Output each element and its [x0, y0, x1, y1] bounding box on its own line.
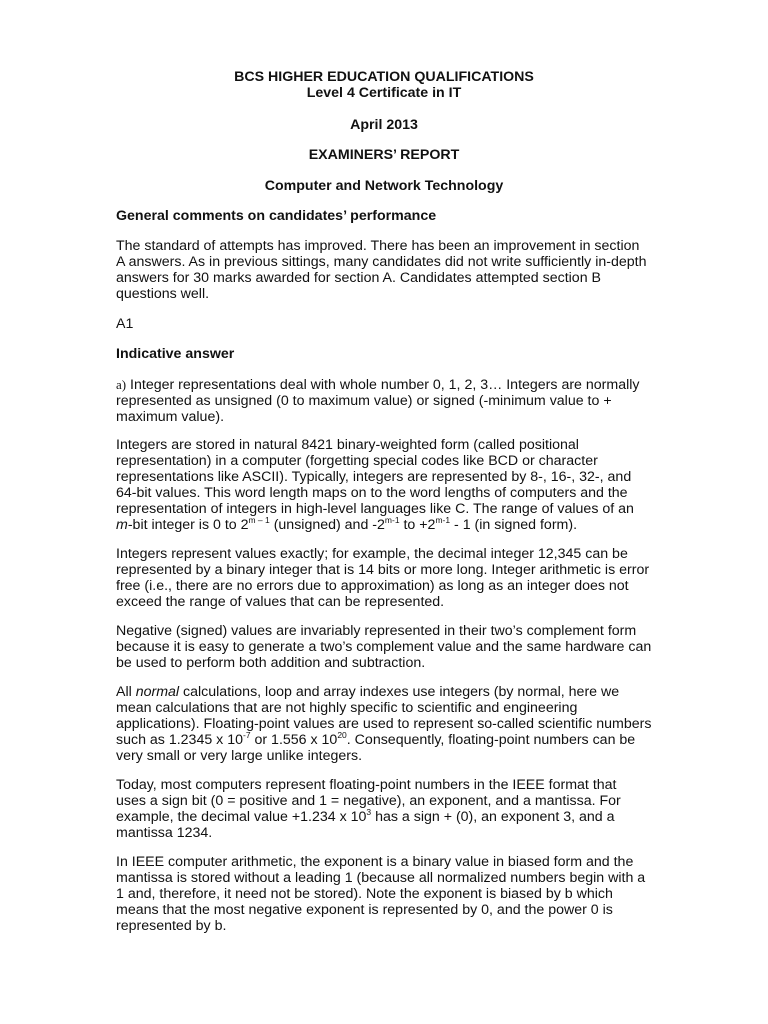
superscript: m – 1	[248, 515, 270, 525]
superscript: 20	[337, 730, 347, 740]
superscript: m-1	[384, 515, 400, 525]
text-line: representation) in a computer (forgetting special codes like BCD or character	[116, 453, 598, 469]
text-run: to +2	[399, 517, 436, 533]
text-line: 64-bit values. This word length maps on to the word lengths of computers and the	[116, 485, 628, 501]
text-run: has a sign + (0), an exponent 3, and a	[371, 809, 615, 825]
report-date: April 2013	[350, 117, 418, 133]
text-line: mantissa is stored without a leading 1 (because all normalized numbers begin with a	[116, 870, 646, 886]
superscript: m-1	[435, 515, 451, 525]
text-line: The standard of attempts has improved. There has been an improvement in section	[116, 238, 640, 254]
question-label: A1	[116, 316, 134, 332]
text-run: or 1.556 x 10	[250, 732, 338, 748]
text-line: uses a sign bit (0 = positive and 1 = negative), an exponent, and a mantissa. For	[116, 793, 621, 809]
italic-m: m	[116, 517, 128, 533]
text-line	[116, 377, 676, 393]
superscript: 3	[366, 807, 372, 817]
report-title: EXAMINERS’ REPORT	[308, 147, 460, 163]
text-line: means that the most negative exponent is represented by 0, and the power 0 is	[116, 902, 613, 918]
qualification-title: BCS HIGHER EDUCATION QUALIFICATIONS	[234, 69, 534, 85]
item-marker: a)	[116, 377, 127, 392]
superscript: -7	[243, 730, 251, 740]
text-line: Negative (signed) values are invariably represented in their two’s complement form	[116, 623, 637, 639]
general-comments-heading: General comments on candidates’ performance	[116, 208, 437, 224]
text-line: be used to perform both addition and subtraction.	[116, 655, 426, 671]
paragraph-biased-exponent	[116, 854, 676, 934]
text-line: A answers. As in previous sittings, many candidates did not write sufficiently in-depth	[116, 254, 647, 270]
text-line	[116, 732, 676, 748]
text-line	[116, 517, 676, 533]
text-line: In IEEE computer arithmetic, the exponent is a binary value in biased form and the	[116, 854, 634, 870]
text-run: All	[116, 684, 136, 700]
text-run: -bit integer is 0 to 2	[127, 517, 249, 533]
text-line: exceed the range of values that can be represented.	[116, 594, 445, 610]
subject-title: Computer and Network Technology	[264, 178, 504, 194]
general-comments-paragraph	[116, 238, 676, 302]
text-line: represented as unsigned (0 to maximum value) or signed (-minimum value to +	[116, 393, 612, 409]
text-line: Integers are stored in natural 8421 binary-weighted form (called positional	[116, 437, 579, 453]
text-line: applications). Floating-point values are used to represent so-called scientific numbers	[116, 716, 652, 732]
text-line: free (i.e., there are no errors due to approximation) as long as an integer does not	[116, 578, 629, 594]
text-line: mantissa 1234.	[116, 825, 213, 841]
paragraph-twos-complement	[116, 623, 676, 671]
text-line: questions well.	[116, 286, 210, 302]
text-run: example, the decimal value +1.234 x 10	[116, 809, 367, 825]
paragraph-normal-calculations	[116, 684, 676, 764]
text-run: calculations, loop and array indexes use integers (by normal, here we	[179, 684, 620, 700]
text-line	[116, 684, 676, 700]
text-run: Integer representations deal with whole number 0, 1, 2, 3… Integers are normally	[126, 377, 640, 393]
text-run: - 1 (in signed form).	[450, 517, 578, 533]
text-line: mean calculations that are not highly specific to scientific and engineering	[116, 700, 578, 716]
text-run: . Consequently, floating-point numbers can be	[346, 732, 636, 748]
text-run: such as 1.2345 x 10	[116, 732, 243, 748]
text-line: representation of integers in high-level languages like C. The range of values of an	[116, 501, 634, 517]
indicative-answer-heading: Indicative answer	[116, 346, 235, 362]
text-line: Integers represent values exactly; for example, the decimal integer 12,345 can be	[116, 546, 628, 562]
text-line: maximum value).	[116, 409, 225, 425]
text-line	[116, 809, 676, 825]
paragraph-ieee-format	[116, 777, 676, 841]
text-line: because it is easy to generate a two’s complement value and the same hardware can	[116, 639, 652, 655]
text-line: Today, most computers represent floating-point numbers in the IEEE format that	[116, 777, 617, 793]
text-line: answers for 30 marks awarded for section A. Candidates attempted section B	[116, 270, 601, 286]
text-line: represented by a binary integer that is 14 bits or more long. Integer arithmetic is error	[116, 562, 650, 578]
paragraph-binary-weighted	[116, 437, 676, 533]
certificate-title: Level 4 Certificate in IT	[306, 85, 462, 101]
paragraph-integer-representations	[116, 377, 676, 425]
italic-normal: normal	[135, 684, 180, 700]
text-line: very small or very large unlike integers.	[116, 748, 363, 764]
text-line: represented by b.	[116, 918, 227, 934]
text-line: 1 and, therefore, it need not be stored). Note the exponent is biased by b which	[116, 886, 613, 902]
text-line: representations like ASCII). Typically, integers are represented by 8-, 16-, 32-, and	[116, 469, 632, 485]
paragraph-exact-values	[116, 546, 676, 610]
text-run: (unsigned) and -2	[269, 517, 385, 533]
